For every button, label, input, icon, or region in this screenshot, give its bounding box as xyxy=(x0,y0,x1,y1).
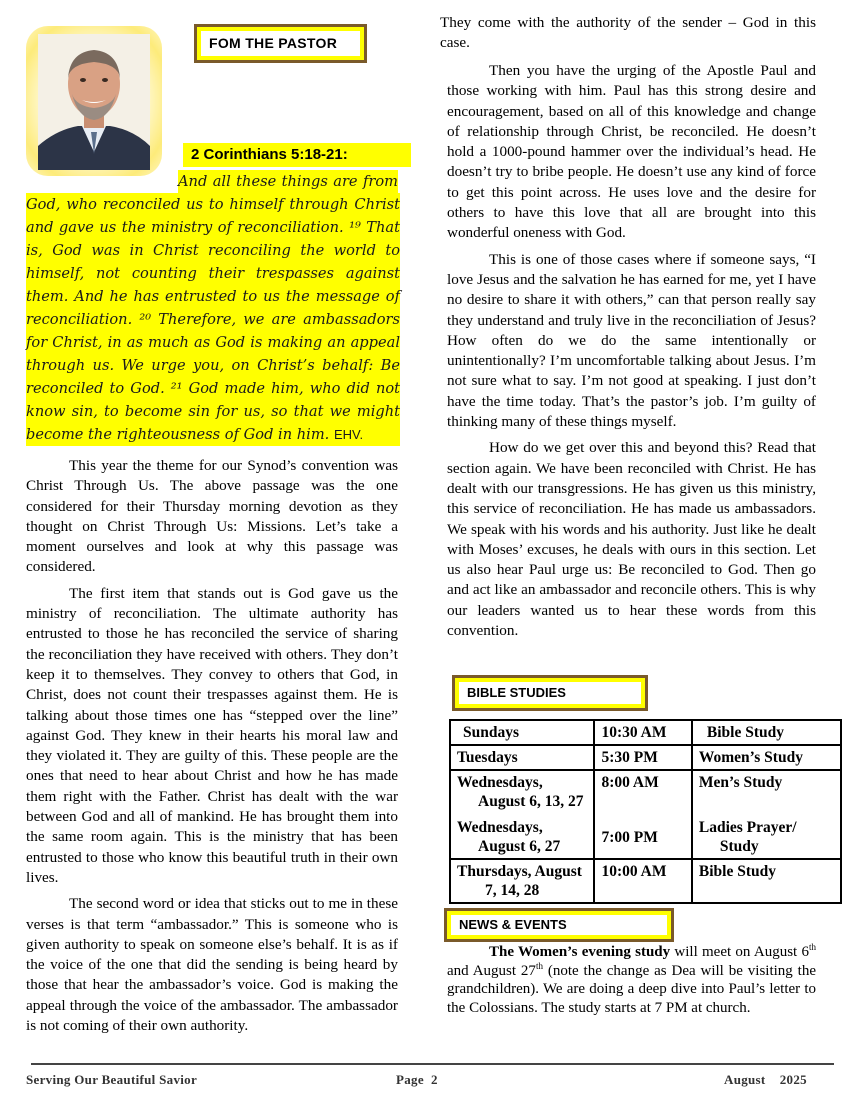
footer-date: August 2025 xyxy=(724,1072,807,1087)
table-row xyxy=(450,745,841,770)
schedule-day: Wednesdays, August 6, 13, 27 Wednesdays, August 6, 27 xyxy=(450,770,594,859)
bible-version: EHV. xyxy=(333,427,364,442)
scripture-line: And all these things are from xyxy=(26,170,400,193)
news-events-label: NEWS & EVENTS xyxy=(451,915,667,935)
right-column-article xyxy=(447,61,816,647)
table-row xyxy=(450,859,841,903)
table-row xyxy=(450,770,841,859)
table-row xyxy=(450,720,841,745)
news-item: The Women’s evening study will meet on August 6th and August 27th (note the change as Dea will be visiting the grandchildren). We are doing a deep dive into Paul’s letter to the Colossians. The study starts at 7 PM at church. xyxy=(447,942,816,1016)
article-paragraph: The first item that stands out is God gave us the ministry of reconciliation. The ultimate authority has entrusted to those he has reconciled the service of sharing the reconciliation they have received with others. They don’t keep it to themselves. They convey to others that God, in Christ, does not count their trespasses against them. He is talking about those times one has “stepped over the line” against God. They knew in their hearts his moral law and they violated it. They are guilty of this. These people are the ones that need to hear about Christ and how he has made them right with the Father. Christ has dealt with the war between God and all of mankind. He has brought them into the same room again. This is the ministry that has been entrusted to those who know this beautiful truth in their own lives. xyxy=(26,584,398,886)
article-continuation: They come with the authority of the sender – God in this case. xyxy=(440,14,816,52)
schedule-time: 10:30 AM xyxy=(594,720,691,745)
scripture-line: reconciled to God. ²¹ God made him, who did not xyxy=(26,377,400,400)
article-paragraph: This year the theme for our Synod’s convention was Christ Through Us. The above passage was the one considered for their Thursday morning devotion as they thought on Christ Through Us: Missions. Let’s take a moment ourselves and look at why this passage was considered. xyxy=(26,457,398,576)
schedule-event: Bible Study xyxy=(692,720,841,745)
schedule-event: Women’s Study xyxy=(692,745,841,770)
scripture-line: through us. We urge you, on Christ’s behalf: Be xyxy=(26,354,400,377)
page-number: Page 2 xyxy=(396,1072,438,1087)
schedule-day: Sundays xyxy=(450,720,594,745)
article-paragraph: How do we get over this and beyond this? Read that section again. We have been reconciled with Christ. He has dealt with our transgressions. He has given us this ministry, this service of reconciliation. He has made us ambassadors. We speak with his words and his authority. Just like he dealt with Moses’ excuses, he deals with ours in this section. Let us also hear Paul urge us: Be reconciled to God. Then go and act like an ambassador and reconcile others. This is why our leaders wanted us to hear these words from this convention. xyxy=(447,439,816,640)
news-events-header xyxy=(444,908,674,942)
article-paragraph: The second word or idea that sticks out to me in these verses is that term “ambassador.” This is someone who is given authority to speak on someone else’s behalf. It is as if the voice of the one that did the sending is being heard by those that hear the ambassador’s voice. God is making the appeal through the voice of the ambassador. The ambassador is not coming of their own authority. xyxy=(26,895,398,1035)
pastor-photo xyxy=(26,26,162,176)
bible-studies-label: BIBLE STUDIES xyxy=(459,682,641,704)
pastor-portrait-image xyxy=(38,34,150,170)
from-the-pastor-label: FOM THE PASTOR xyxy=(201,31,360,56)
scripture-passage xyxy=(26,170,400,447)
bible-studies-header xyxy=(452,675,648,711)
scripture-line: become the righteousness of God in him. EHV. xyxy=(26,423,400,446)
schedule-day: Tuesdays xyxy=(450,745,594,770)
schedule-day: Thursdays, August 7, 14, 28 xyxy=(450,859,594,903)
schedule-time: 8:00 AM 7:00 PM xyxy=(594,770,691,859)
scripture-reference: 2 Corinthians 5:18-21: xyxy=(183,143,411,167)
footer-divider xyxy=(31,1063,834,1065)
scripture-line: for Christ, in as much as God is making an appeal xyxy=(26,331,400,354)
scripture-line: is, God was in Christ reconciling the world to xyxy=(26,239,400,262)
article-paragraph: Then you have the urging of the Apostle Paul and those working with him. Paul has this strong desire and encouragement, based on all of this knowledge and change of relationship through Christ, be reconciled. He doesn’t hold a 1000-pound hammer over the individual’s head. He doesn’t try to bribe people. He doesn’t use any kind of force to get this point across. He uses love and the desire for others to have this love that all are brought into this wonderful oneness with God. xyxy=(447,62,816,242)
scripture-line: them. And he has entrusted to us the message of xyxy=(26,285,400,308)
schedule-event: Bible Study xyxy=(692,859,841,903)
footer-tagline: Serving Our Beautiful Savior xyxy=(26,1072,198,1087)
scripture-line: himself, not counting their trespasses against xyxy=(26,262,400,285)
news-lead: The Women’s evening study xyxy=(489,944,671,960)
left-column-article xyxy=(26,456,398,1042)
schedule-time: 10:00 AM xyxy=(594,859,691,903)
from-the-pastor-header xyxy=(194,24,367,63)
article-paragraph: This is one of those cases where if someone says, “I love Jesus and the salvation he has earned for me, yet I have no desire to share it with others,” can that person really say they understand and truly live in the reconciliation of Jesus? How often do we do the same intentionally or unintentionally? I’m uncomfortable talking about Jesus. I’m not sure what to say. I’m not good at speaking. I just don’t have the time today. That’s the pastor’s job. I’m guilty of thinking many of these things myself. xyxy=(447,250,816,431)
schedule-event: Men’s Study Ladies Prayer/ Study xyxy=(692,770,841,859)
bible-study-schedule xyxy=(449,719,842,904)
scripture-line: God, who reconciled us to himself through Christ xyxy=(26,193,400,216)
scripture-line: and gave us the ministry of reconciliation. ¹⁹ That xyxy=(26,216,400,239)
scripture-line: reconciliation. ²⁰ Therefore, we are ambassadors xyxy=(26,308,400,331)
schedule-time: 5:30 PM xyxy=(594,745,691,770)
scripture-line: know sin, to become sin for us, so that we might xyxy=(26,400,400,423)
